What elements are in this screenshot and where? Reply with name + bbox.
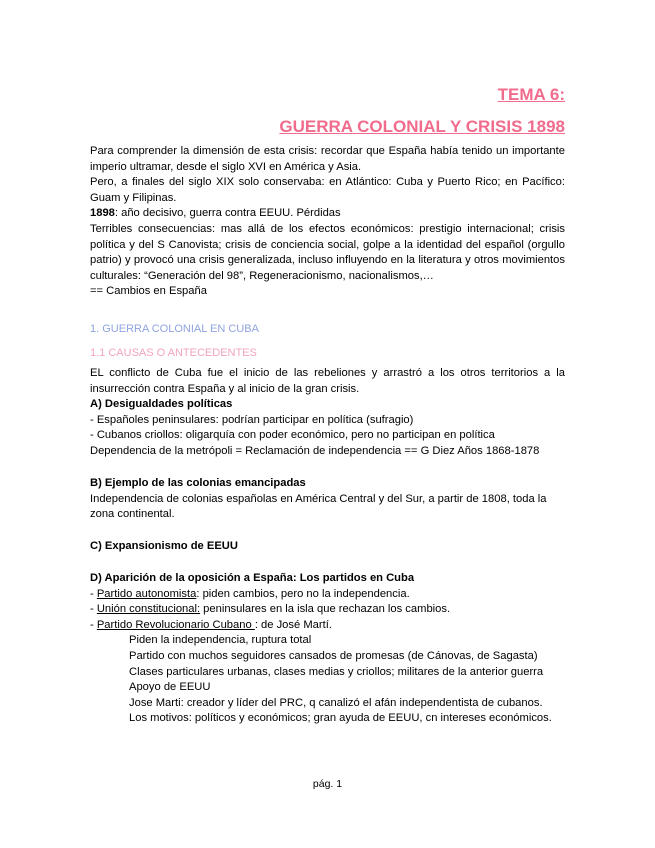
cause-c-title: C) Expansionismo de EEUU xyxy=(90,540,238,552)
tema-heading: TEMA 6: xyxy=(497,85,565,104)
cause-c-block xyxy=(90,539,565,555)
party-item: - Partido Revolucionario Cubano : de José Martí. xyxy=(90,618,332,631)
cause-a-line-3: Dependencia de la metrópoli = Reclamación de independencia == G Diez Años 1868-1878 xyxy=(90,444,540,457)
prc-detail: Partido con muchos seguidores cansados de promesas (de Cánovas, de Sagasta) xyxy=(129,649,538,662)
prc-detail: Clases particulares urbanas, clases medias y criollos; militares de la anterior guerra xyxy=(129,665,544,678)
intro-paragraph-2: Pero, a finales del siglo XIX solo conservaba: en Atlántico: Cuba y Puerto Rico; en Pacífico: Guam y Filipinas. xyxy=(90,176,565,204)
intro-paragraph-1: Para comprender la dimensión de esta crisis: recordar que España había tenido un importante imperio ultramar, desde el siglo XVI en América y Asia. xyxy=(90,145,565,173)
cause-b-title: B) Ejemplo de las colonias emancipadas xyxy=(90,477,306,489)
party-name: Partido Revolucionario Cubano xyxy=(96,618,255,631)
cause-d-title: D) Aparición de la oposición a España: Los partidos en Cuba xyxy=(90,572,415,584)
intro-paragraph-4: Terribles consecuencias: mas allá de los efectos económicos: prestigio internacional; crisis política y del S Canovista; crisis de conciencia social, golpe a la identidad del español (orgullo patrio) y provocó una crisis generalizada, incluso influyendo en la literatura y otros movimientos culturales: “Generación del 98”, Regeneracionismo, nacionalismos,… xyxy=(90,222,565,282)
section-heading-1: 1. GUERRA COLONIAL EN CUBA xyxy=(90,323,259,335)
cause-a-line-2: - Cubanos criollos: oligarquía con poder económico, pero no participan en política xyxy=(90,429,495,442)
section-heading-1-1: 1.1 CAUSAS O ANTECEDENTES xyxy=(90,347,257,359)
causes-intro: EL conflicto de Cuba fue el inicio de las rebeliones y arrastró a los otros territorios a la insurrección contra España y al inicio de la gran crisis. xyxy=(90,367,565,395)
page-number: pág. 1 xyxy=(312,778,343,790)
prc-detail: Apoyo de EEUU xyxy=(129,681,211,694)
intro-paragraph-3 xyxy=(90,206,565,222)
party-name: Partido autonomista xyxy=(96,587,197,600)
cause-d-block xyxy=(90,571,565,727)
title-heading: GUERRA COLONIAL Y CRISIS 1898 xyxy=(279,117,565,136)
party-item: - Partido autonomista: piden cambios, pero no la independencia. xyxy=(90,587,410,600)
intro-paragraph-5: == Cambios en España xyxy=(90,285,207,298)
year-description: : año decisivo, guerra contra EEUU. Pérdidas xyxy=(114,207,341,220)
party-item: - Unión constitucional: peninsulares en la isla que rechazan los cambios. xyxy=(90,603,451,616)
prc-detail: Los motivos: políticos y económicos; gran ayuda de EEUU, cn intereses económicos. xyxy=(129,712,552,725)
cause-a-title: A) Desigualdades políticas xyxy=(90,398,233,411)
prc-detail: Jose Marti: creador y líder del PRC, q canalizó el afán independentista de cubanos. xyxy=(129,696,543,709)
causes-block xyxy=(90,366,565,460)
prc-detail: Piden la independencia, ruptura total xyxy=(129,634,312,647)
cause-b-text: Independencia de colonias españolas en América Central y del Sur, a partir de 1808, toda la zona continental. xyxy=(90,492,547,521)
year-1898: 1898 xyxy=(90,207,115,220)
cause-a-line-1: - Españoles peninsulares: podrían participar en política (sufragio) xyxy=(90,413,414,426)
party-name: Unión constitucional: xyxy=(96,603,201,616)
intro-block xyxy=(90,144,565,300)
cause-b-block xyxy=(90,476,565,523)
